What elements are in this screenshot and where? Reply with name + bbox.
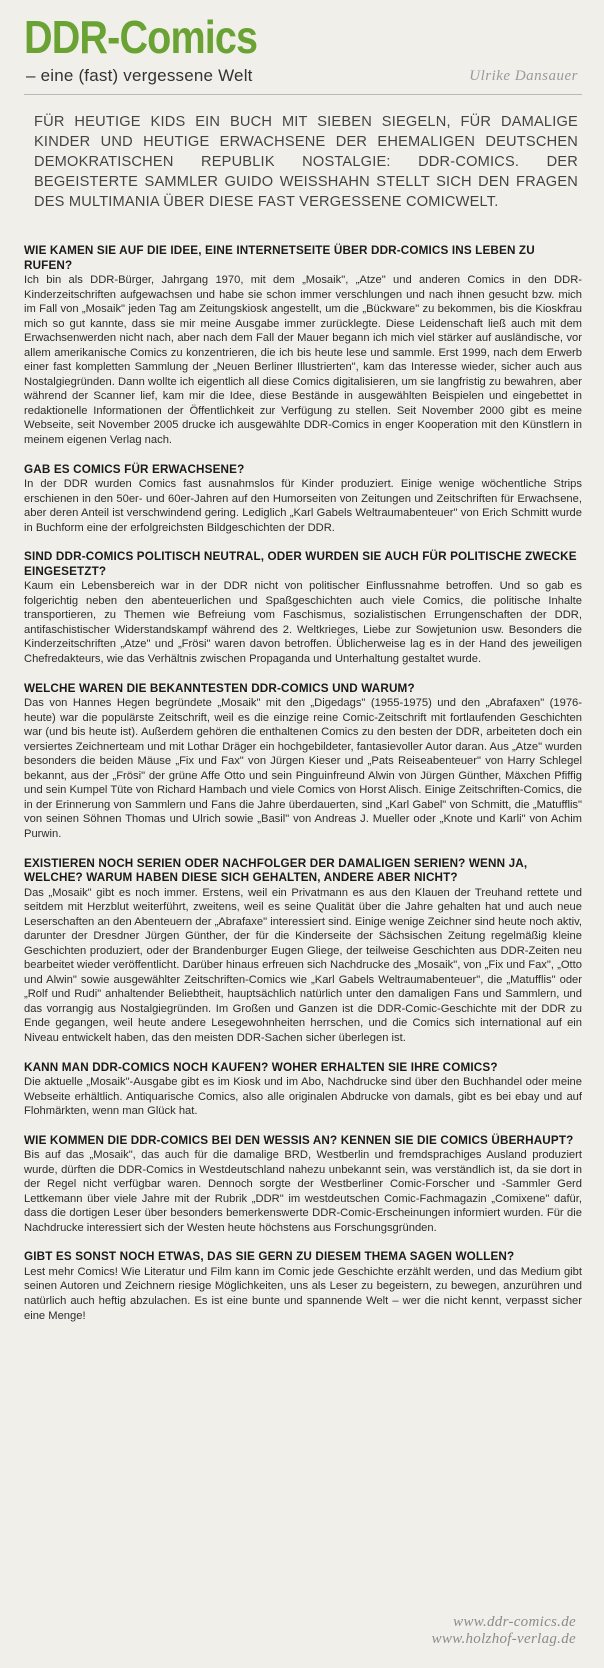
answer-text: Bis auf das „Mosaik", das auch für die damalige BRD, Westberlin und fremdsprachiges Ausland produziert wurde, dürften die DDR-Comics in Westdeutschland nahezu unbekannt sein, was verständlich ist, da sie dort in der Regel nicht verfügbar waren. Dennoch sorgte der Westberliner Comic-Forscher und -Sammler Gerd Lettkemann über viele Jahre mit der Rubrik „DDR" im westdeutschen Comic-Fachmagazin „Comixene" dafür, dass die dortigen Leser über besonders bemerkenswerte DDR-Comic-Erscheinungen informiert wurden. Für die Nachdrucke interessiert sich der Westen heute höchstens aus Forschungsgründen.	[24, 1149, 582, 1234]
answer-text: Die aktuelle „Mosaik"-Ausgabe gibt es im Kiosk und im Abo, Nachdrucke sind über den Buchhandel oder meine Webseite erhältlich. Antiquarische Comics, also alle originalen Abdrucke von damals, gibt es bei ebay und auf Flohmärkten, wenn man Glück hat.	[24, 1076, 582, 1118]
article-title: DDR-Comics	[24, 11, 258, 63]
qa-section	[24, 1250, 582, 1323]
qa-section	[24, 244, 582, 448]
interview-body	[24, 244, 582, 1338]
author-name: Ulrike Dansauer	[469, 68, 578, 84]
qa-section	[24, 463, 582, 536]
question-heading: KANN MAN DDR-COMICS NOCH KAUFEN? WOHER ERHALTEN SIE IHRE COMICS?	[24, 1060, 498, 1074]
question-heading: WIE KOMMEN DIE DDR-COMICS BEI DEN WESSIS AN? KENNEN SIE DIE COMICS ÜBERHAUPT?	[24, 1133, 574, 1147]
qa-section	[24, 857, 582, 1046]
website-link-ddr-comics[interactable]: www.ddr-comics.de	[453, 1614, 576, 1630]
intro-paragraph: FÜR HEUTIGE KIDS EIN BUCH MIT SIEBEN SIEGELN, FÜR DAMALIGE KINDER UND HEUTIGE ERWACHSENE DER EHEMALIGEN DEUTSCHEN DEMOKRATISCHEN REPUBLIK NOSTALGIE: DDR-COMICS. DER BEGEISTERTE SAMMLER GUIDO WEISSHAHN STELLT SICH DEN FRAGEN DES MULTIMANIA ÜBER DIESE FAST VERGESSENE COMICWELT.	[34, 114, 578, 210]
answer-text: Kaum ein Lebensbereich war in der DDR nicht von politischer Einflussnahme betroffen. Und so gab es folgerichtig neben den abenteuerlichen und Spaßgeschichten auch viele Comics, die politische Inhalte transportieren, zu Themen wie Befreiung vom Faschismus, sozialistischen Errungenschaften der DDR, antifaschistischer Widerstandskampf während des 2. Weltkrieges, Liebe zur Sowjetunion usw. Besonders die Kinderzeitschriften „Atze" und „Frösi" waren davon betroffen. Üblicherweise lag es in der Hand des jeweiligen Chefredakteurs, wie das Verhältnis zwischen Propaganda und Unterhaltung gestaltet wurde.	[24, 580, 582, 665]
question-heading: GIBT ES SONST NOCH ETWAS, DAS SIE GERN ZU DIESEM THEMA SAGEN WOLLEN?	[24, 1250, 515, 1264]
question-heading: EXISTIEREN NOCH SERIEN ODER NACHFOLGER DER DAMALIGEN SERIEN? WENN JA, WELCHE? WARUM HABEN DIESE SICH GEHALTEN, ANDERE ABER NICHT?	[24, 856, 528, 884]
qa-section	[24, 682, 582, 842]
answer-text: In der DDR wurden Comics fast ausnahmslos für Kinder produziert. Einige wenige wöchentliche Strips erschienen in den 50er- und 60er-Jahren auf den Humorseiten von Zeitungen und Zeitschriften für Erwachsene, aber deren Anteil ist verschwindend gering. Lediglich „Karl Gabels Weltraumabenteuer" von Erich Schmitt wurde in Buchform eine der erfolgreichsten Bildgeschichten der DDR.	[24, 478, 582, 534]
qa-section	[24, 1134, 582, 1236]
answer-text: Lest mehr Comics! Wie Literatur und Film kann im Comic jede Geschichte erzählt werden, und das Medium gibt seinen Autoren und Zeichnern riesige Möglichkeiten, uns als Leser zu begeistern, zu bewegen, anzurühren und natürlich auch heftig abzulachen. Es ist eine bunte und spannende Welt – wer die nicht kennt, verpasst sicher eine Menge!	[24, 1265, 582, 1322]
answer-text: Das von Hannes Hegen begründete „Mosaik" mit den „Digedags" (1955-1975) und den „Abrafaxen" (1976-heute) war die populärste Zeitschrift, weil es die einzige reine Comic-Zeitschrift mit fortlaufenden Geschichten war (und bis heute ist). Außerdem gehören die enthaltenen Comics zu den besten der DDR, arbeiteten doch ein versiertes Zeichnerteam und mit Lothar Dräger ein hochgebildeter, fantasievoller Autor daran. Aus „Atze" wurden besonders die beiden Mäuse „Fix und Fax" von Jürgen Kieser und „Pats Reiseabenteuer" von Harry Schlegel bekannt, aus der „Frösi" der grüne Affe Otto und sein Pinguinfreund Alwin von Jürgen Günther, Mäxchen Pfiffig und sein Kumpel Tüte von Richard Hambach und viele Comics von Horst Alisch. Einige Zeitschriften-Comics, die in der Erinnerung von Sammlern und Fans die Jahre überdauerten, sind „Karl Gabel" von Schmitt, die „Matufflis" von seinen Söhnen Thomas und Ulrich sowie „Basil" von Andreas J. Mueller oder „Knote und Karli" von Achim Purwin.	[24, 697, 582, 840]
question-heading: SIND DDR-COMICS POLITISCH NEUTRAL, ODER WURDEN SIE AUCH FÜR POLITISCHE ZWECKE EINGESETZT?	[24, 550, 577, 578]
header-divider	[24, 94, 582, 95]
question-heading: WELCHE WAREN DIE BEKANNTESTEN DDR-COMICS UND WARUM?	[24, 681, 415, 695]
answer-text: Das „Mosaik" gibt es noch immer. Erstens, weil ein Privatmann es aus den Klauen der Treuhand rettete und seitdem mit Herzblut weiterführt, zweitens, weil es seine Qualität über die Jahre gehalten hat und auch neue Leserschaften an den Abenteuern der „Abrafaxe" interessiert sind. Einige wenige Zeichner sind heute noch aktiv, darunter der Dresdner Jürgen Günther, der für die Kinderseite der Sächsischen Zeitung regelmäßig kleine Geschichten produziert, oder der Brandenburger Eugen Gliege, der teilweise Geschichten aus DDR-Zeiten neu bearbeitet wieder veröffentlicht. Darüber hinaus erfreuen sich Nachdrucke des „Mosaik", von „Fix und Fax", „Otto und Alwin" sowie ausgewählter Zeitschriften-Comics wie „Karl Gabels Weltraumabenteuer", die „Matufflis" oder „Rolf und Rudi" anhaltender Beliebtheit, hauptsächlich natürlich unter den damaligen Fans und Sammlern, und das vorrangig aus Nostalgiegründen. Im Großen und Ganzen ist die DDR-Comic-Geschichte mit der DDR zu Ende gegangen, weil heute andere Lesegewohnheiten herrschen, und die Comics sich international auf ein Niveau entwickelt haben, das den meisten DDR-Sachen sicher überlegen ist.	[24, 886, 582, 1044]
qa-section	[24, 550, 582, 666]
article-subtitle: – eine (fast) vergessene Welt	[26, 66, 253, 85]
qa-section	[24, 1061, 582, 1119]
question-heading: GAB ES COMICS FÜR ERWACHSENE?	[24, 462, 245, 476]
question-heading: WIE KAMEN SIE AUF DIE IDEE, EINE INTERNETSEITE ÜBER DDR-COMICS INS LEBEN ZU RUFEN?	[24, 244, 535, 272]
answer-text: Ich bin als DDR-Bürger, Jahrgang 1970, mit dem „Mosaik", „Atze" und anderen Comics in den DDR-Kinderzeitschriften aufgewachsen und habe sie schon immer verschlungen und nach ihnen gesucht bzw. mich im Fall von „Mosaik" jeden Tag am Zeitungskiosk angestellt, um die „Bückware" zu bekommen, bis die Kioskfrau mich so gut kannte, dass sie mir meine Ausgabe immer zurücklegte. Diese Leidenschaft ließ auch mit dem Erwachsenwerden nicht nach, aber nach dem Fall der Mauer begann ich mich viel stärker auf ausländische, vor allem amerikanische Comics zu konzentrieren, die ich bis heute lese und sammle. Erst 1999, nach dem Erwerb einer fast kompletten Sammlung der „Neuen Berliner Illustrierten", kam das Interesse wieder, sicher auch aus Nostalgiegründen. Dann wollte ich eigentlich all diese Comics digitalisieren, um sie langfristig zu bewahren, aber während der Scanner lief, kam mir die Idee, diese Bestände in ausgewählten Beispielen und eingebettet in redaktionelle Informationen der Öffentlichkeit zur Verfügung zu stellen. Seit November 2000 gibt es meine Webseite, seit November 2005 drucke ich ausgewählte DDR-Comics in enger Kooperation mit den Künstlern in meinem eigenen Verlag nach.	[24, 274, 582, 447]
website-links	[432, 1614, 576, 1648]
website-link-holzhof-verlag[interactable]: www.holzhof-verlag.de	[431, 1631, 576, 1647]
